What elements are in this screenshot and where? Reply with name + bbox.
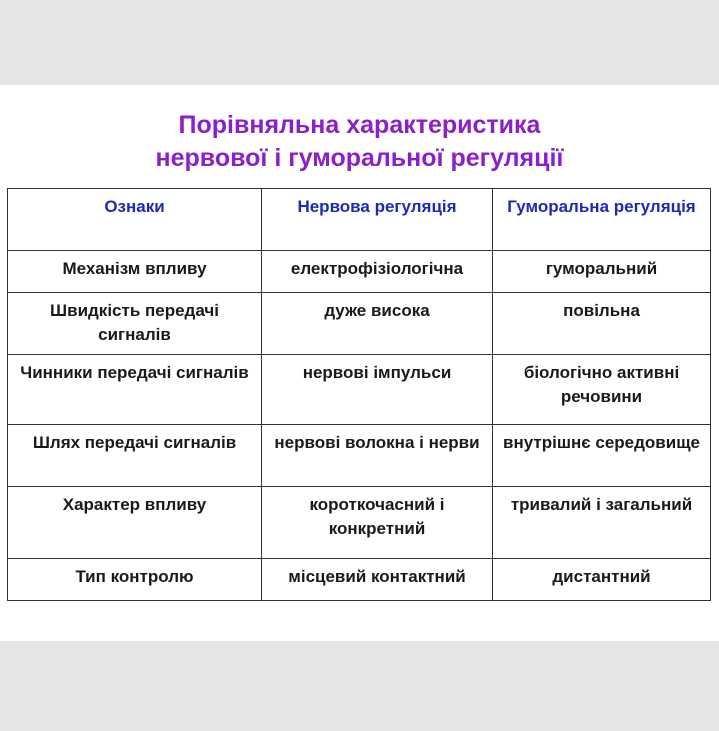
- table-cell-feature: Шлях передачі сигналів: [8, 425, 262, 487]
- table-row: [8, 293, 711, 355]
- table-row: [8, 487, 711, 559]
- table-row: [8, 425, 711, 487]
- page-title: [0, 109, 719, 175]
- table-cell-humoral: гуморальний: [493, 251, 711, 293]
- header-cell-nervous: Нервова регуляція: [262, 189, 493, 251]
- title-line-1: Порівняльна характеристика: [178, 111, 541, 139]
- table-cell-humoral: дистантний: [493, 559, 711, 601]
- header-cell-features: Ознаки: [8, 189, 262, 251]
- comparison-table: [7, 188, 711, 601]
- table-cell-nervous: нервові імпульси: [262, 355, 493, 425]
- table-row: [8, 251, 711, 293]
- table-cell-feature: Характер впливу: [8, 487, 262, 559]
- table-cell-nervous: електрофізіологічна: [262, 251, 493, 293]
- table-cell-feature: Чинники передачі сигналів: [8, 355, 262, 425]
- slide: [0, 85, 719, 641]
- header-cell-humoral: Гуморальна регуляція: [493, 189, 711, 251]
- title-line-2: нервової і гуморальної регуляції: [155, 144, 564, 172]
- table-row: [8, 559, 711, 601]
- table-cell-humoral: внутрішнє середовище: [493, 425, 711, 487]
- table-row: [8, 355, 711, 425]
- table-cell-feature: Швидкість передачі сигналів: [8, 293, 262, 355]
- table-cell-feature: Тип контролю: [8, 559, 262, 601]
- table-cell-feature: Механізм впливу: [8, 251, 262, 293]
- table-cell-humoral: біологічно активні речовини: [493, 355, 711, 425]
- table-cell-humoral: повільна: [493, 293, 711, 355]
- table-header-row: [8, 189, 711, 251]
- table-cell-nervous: місцевий контактний: [262, 559, 493, 601]
- table-cell-humoral: тривалий і загальний: [493, 487, 711, 559]
- table-cell-nervous: дуже висока: [262, 293, 493, 355]
- table-cell-nervous: короткочасний і конкретний: [262, 487, 493, 559]
- table-cell-nervous: нервові волокна і нерви: [262, 425, 493, 487]
